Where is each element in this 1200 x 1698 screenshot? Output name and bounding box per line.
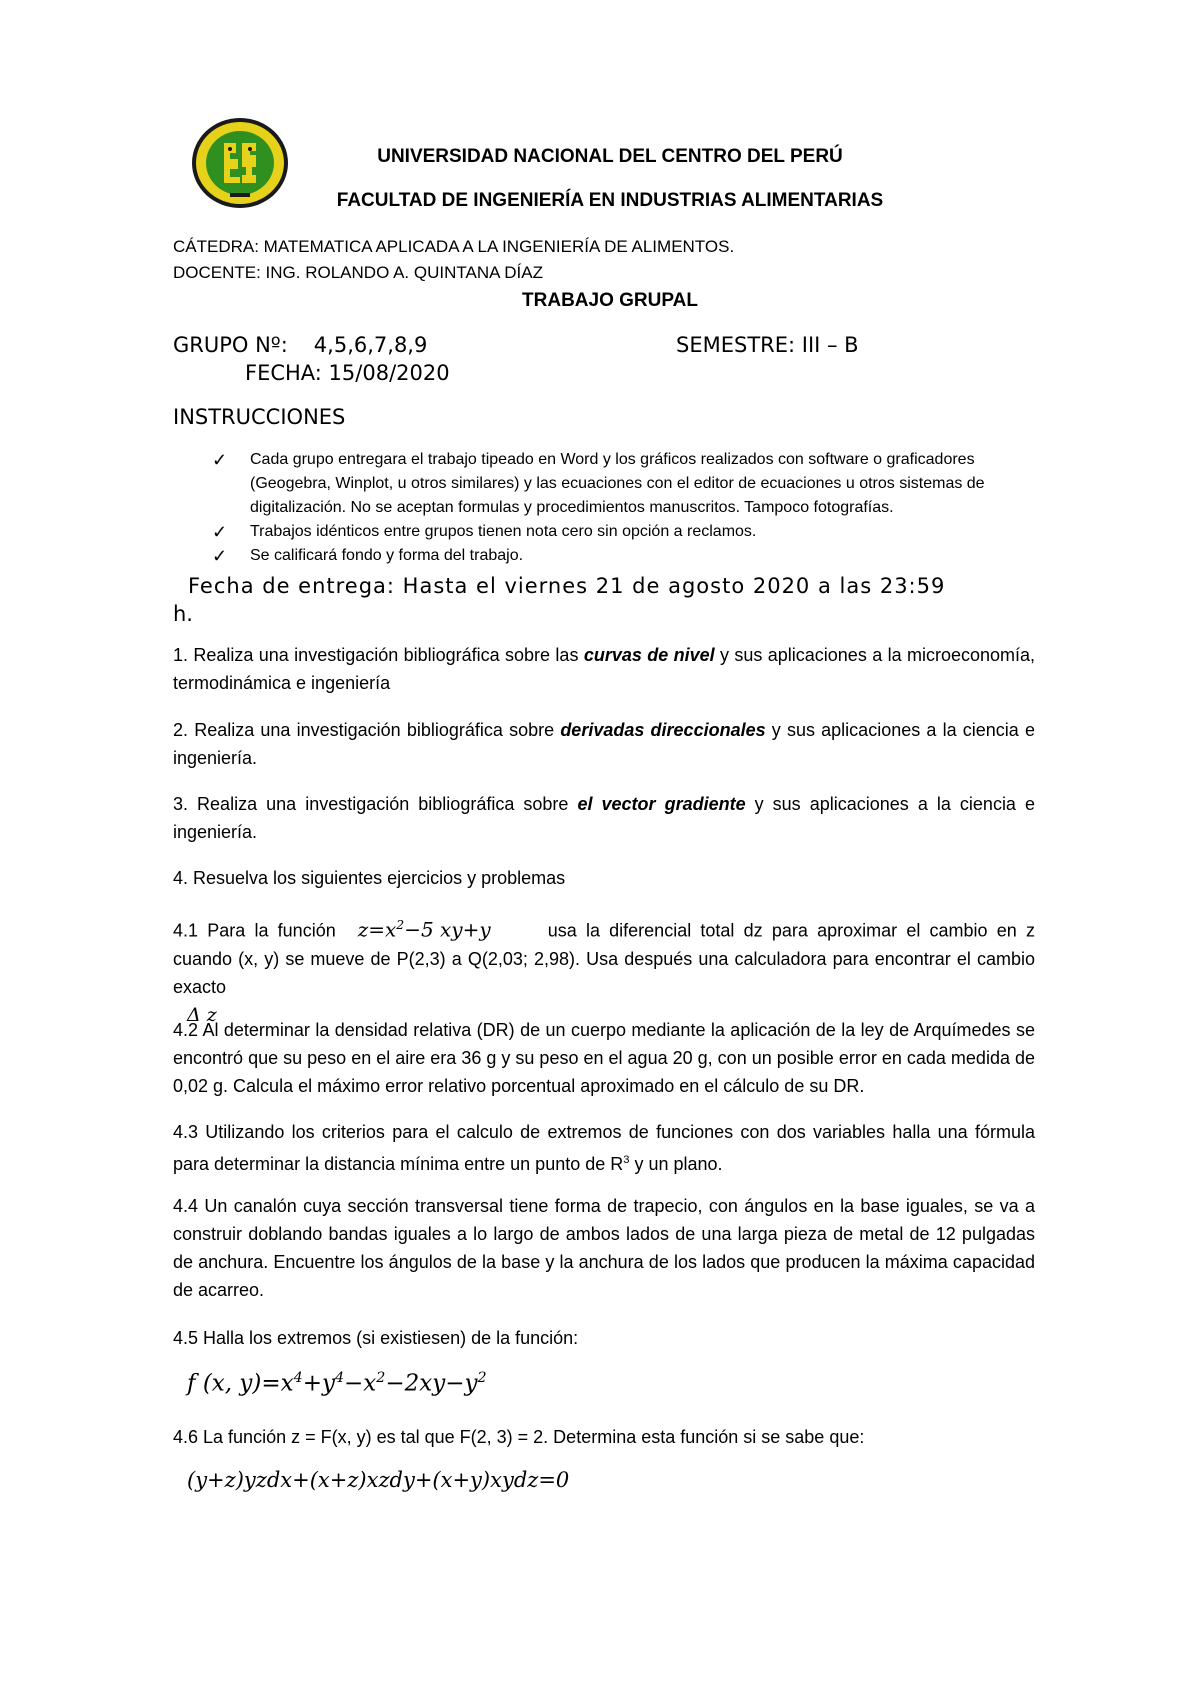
question-4-3: [173, 1118, 1035, 1178]
checkmark-icon: ✓: [212, 450, 228, 470]
q1-text-end: y sus aplicaciones a la microeconomía, termodinámica e ingeniería: [173, 645, 1035, 693]
deadline-notice: [173, 572, 1053, 628]
question-4-1: [173, 911, 1035, 1029]
q43-superscript: 3: [623, 1154, 630, 1166]
list-item: [210, 520, 1040, 544]
checkmark-icon: ✓: [212, 522, 228, 542]
grupo-line: [173, 333, 427, 357]
q41-text: 4.1 Para la función: [173, 920, 336, 941]
q1-text: 1. Realiza una investigación bibliográfica sobre las: [173, 645, 584, 665]
instrucciones-heading: INSTRUCCIONES: [173, 405, 346, 429]
grupo-label: GRUPO Nº:: [173, 333, 288, 357]
deadline-line: Fecha de entrega: Hasta el viernes 21 de agosto 2020 a las 23:59: [188, 574, 946, 598]
q3-topic: el vector gradiente: [577, 794, 746, 814]
q41-text-end: usa la diferencial total dz para aproximar el cambio en z cuando (x, y) se mueve de P(2,3) a Q(2,03; 2,98). Usa después una calculadora para encontrar el cambio exacto: [173, 920, 1035, 997]
deadline-end: h.: [173, 602, 193, 626]
function-equation: $z=x^2-5$ xy+y: [357, 917, 491, 942]
faculty-name: FACULTAD DE INGENIERÍA EN INDUSTRIAS ALIMENTARIAS: [336, 190, 884, 211]
q43-text-end: y un plano.: [629, 1154, 723, 1174]
catedra-line: CÁTEDRA: MATEMATICA APLICADA A LA INGENIERÍA DE ALIMENTOS.: [173, 237, 735, 256]
list-item: [210, 448, 1040, 520]
question-4-4: 4.4 Un canalón cuya sección transversal tiene forma de trapecio, con ángulos en la base iguales, se va a construir doblando bandas iguales a lo largo de ambos lados de una larga pieza de metal de 12 pulgadas de anchura. Encuentre los ángulos de la base y la anchura de los lados que producen la máxima capacidad de acarreo.: [173, 1196, 1035, 1300]
bullet-text: Cada grupo entregara el trabajo tipeado en Word y los gráficos realizados con software o graficadores (Geogebra, Winplot, u otros similares) y las ecuaciones con el editor de ecuaciones u otros sistemas de digitalización. No se aceptan formulas y procedimientos manuscritos. Tampoco fotografías.: [250, 451, 985, 516]
document-title: TRABAJO GRUPAL: [522, 290, 698, 311]
bullet-text: Trabajos idénticos entre grupos tienen nota cero sin opción a reclamos.: [250, 523, 757, 540]
q2-topic: derivadas direccionales: [560, 720, 766, 740]
grupo-value: 4,5,6,7,8,9: [313, 333, 428, 357]
fecha-line: FECHA: 15/08/2020: [245, 361, 450, 385]
question-3: [173, 790, 1035, 846]
question-4-6: 4.6 La función z = F(x, y) es tal que F(2, 3) = 2. Determina esta función si se sabe que:: [173, 1427, 865, 1447]
checkmark-icon: ✓: [212, 546, 228, 566]
q3-text: 3. Realiza una investigación bibliográfica sobre: [173, 794, 578, 814]
q3-text-end: y sus aplicaciones a la ciencia e ingeniería.: [173, 794, 1035, 842]
docente-line: DOCENTE: ING. ROLANDO A. QUINTANA DÍAZ: [173, 263, 543, 282]
function-formula: f (x, $y)=x^4+y^4-x^2-2xy-y^2$: [187, 1370, 487, 1397]
list-item: [210, 544, 1040, 568]
question-4: 4. Resuelva los siguientes ejercicios y problemas: [173, 868, 566, 888]
differential-equation: (y+z)yzdx+(x+z)xzdy+(x+y)xydz=0: [187, 1468, 570, 1492]
delta-z: Δ z: [187, 1003, 217, 1026]
question-1: [173, 641, 1035, 697]
bullet-text: Se calificará fondo y forma del trabajo.: [250, 547, 524, 564]
instructions-list: [210, 448, 1040, 568]
q43-text: 4.3 Utilizando los criterios para el calculo de extremos de funciones con dos variables halla una fórmula para determinar la distancia mínima entre un punto de R: [173, 1122, 1035, 1174]
question-2: [173, 716, 1035, 772]
question-4-2: 4.2 Al determinar la densidad relativa (DR) de un cuerpo mediante la aplicación de la ley de Arquímedes se encontró que su peso en el aire era 36 g y su peso en el agua 20 g, con un posible error en cada medida de 0,02 g. Calcula el máximo error relativo porcentual aproximado en el cálculo de su DR.: [173, 1020, 1035, 1096]
university-name: UNIVERSIDAD NACIONAL DEL CENTRO DEL PERÚ: [377, 146, 843, 167]
question-4-5: 4.5 Halla los extremos (si existiesen) de la función:: [173, 1328, 579, 1348]
q2-text: 2. Realiza una investigación bibliográfica sobre: [173, 720, 561, 740]
q2-text-end: y sus aplicaciones a la ciencia e ingeniería.: [173, 720, 1036, 768]
q1-topic: curvas de nivel: [583, 645, 715, 665]
semestre-line: SEMESTRE: III – B: [676, 333, 859, 357]
